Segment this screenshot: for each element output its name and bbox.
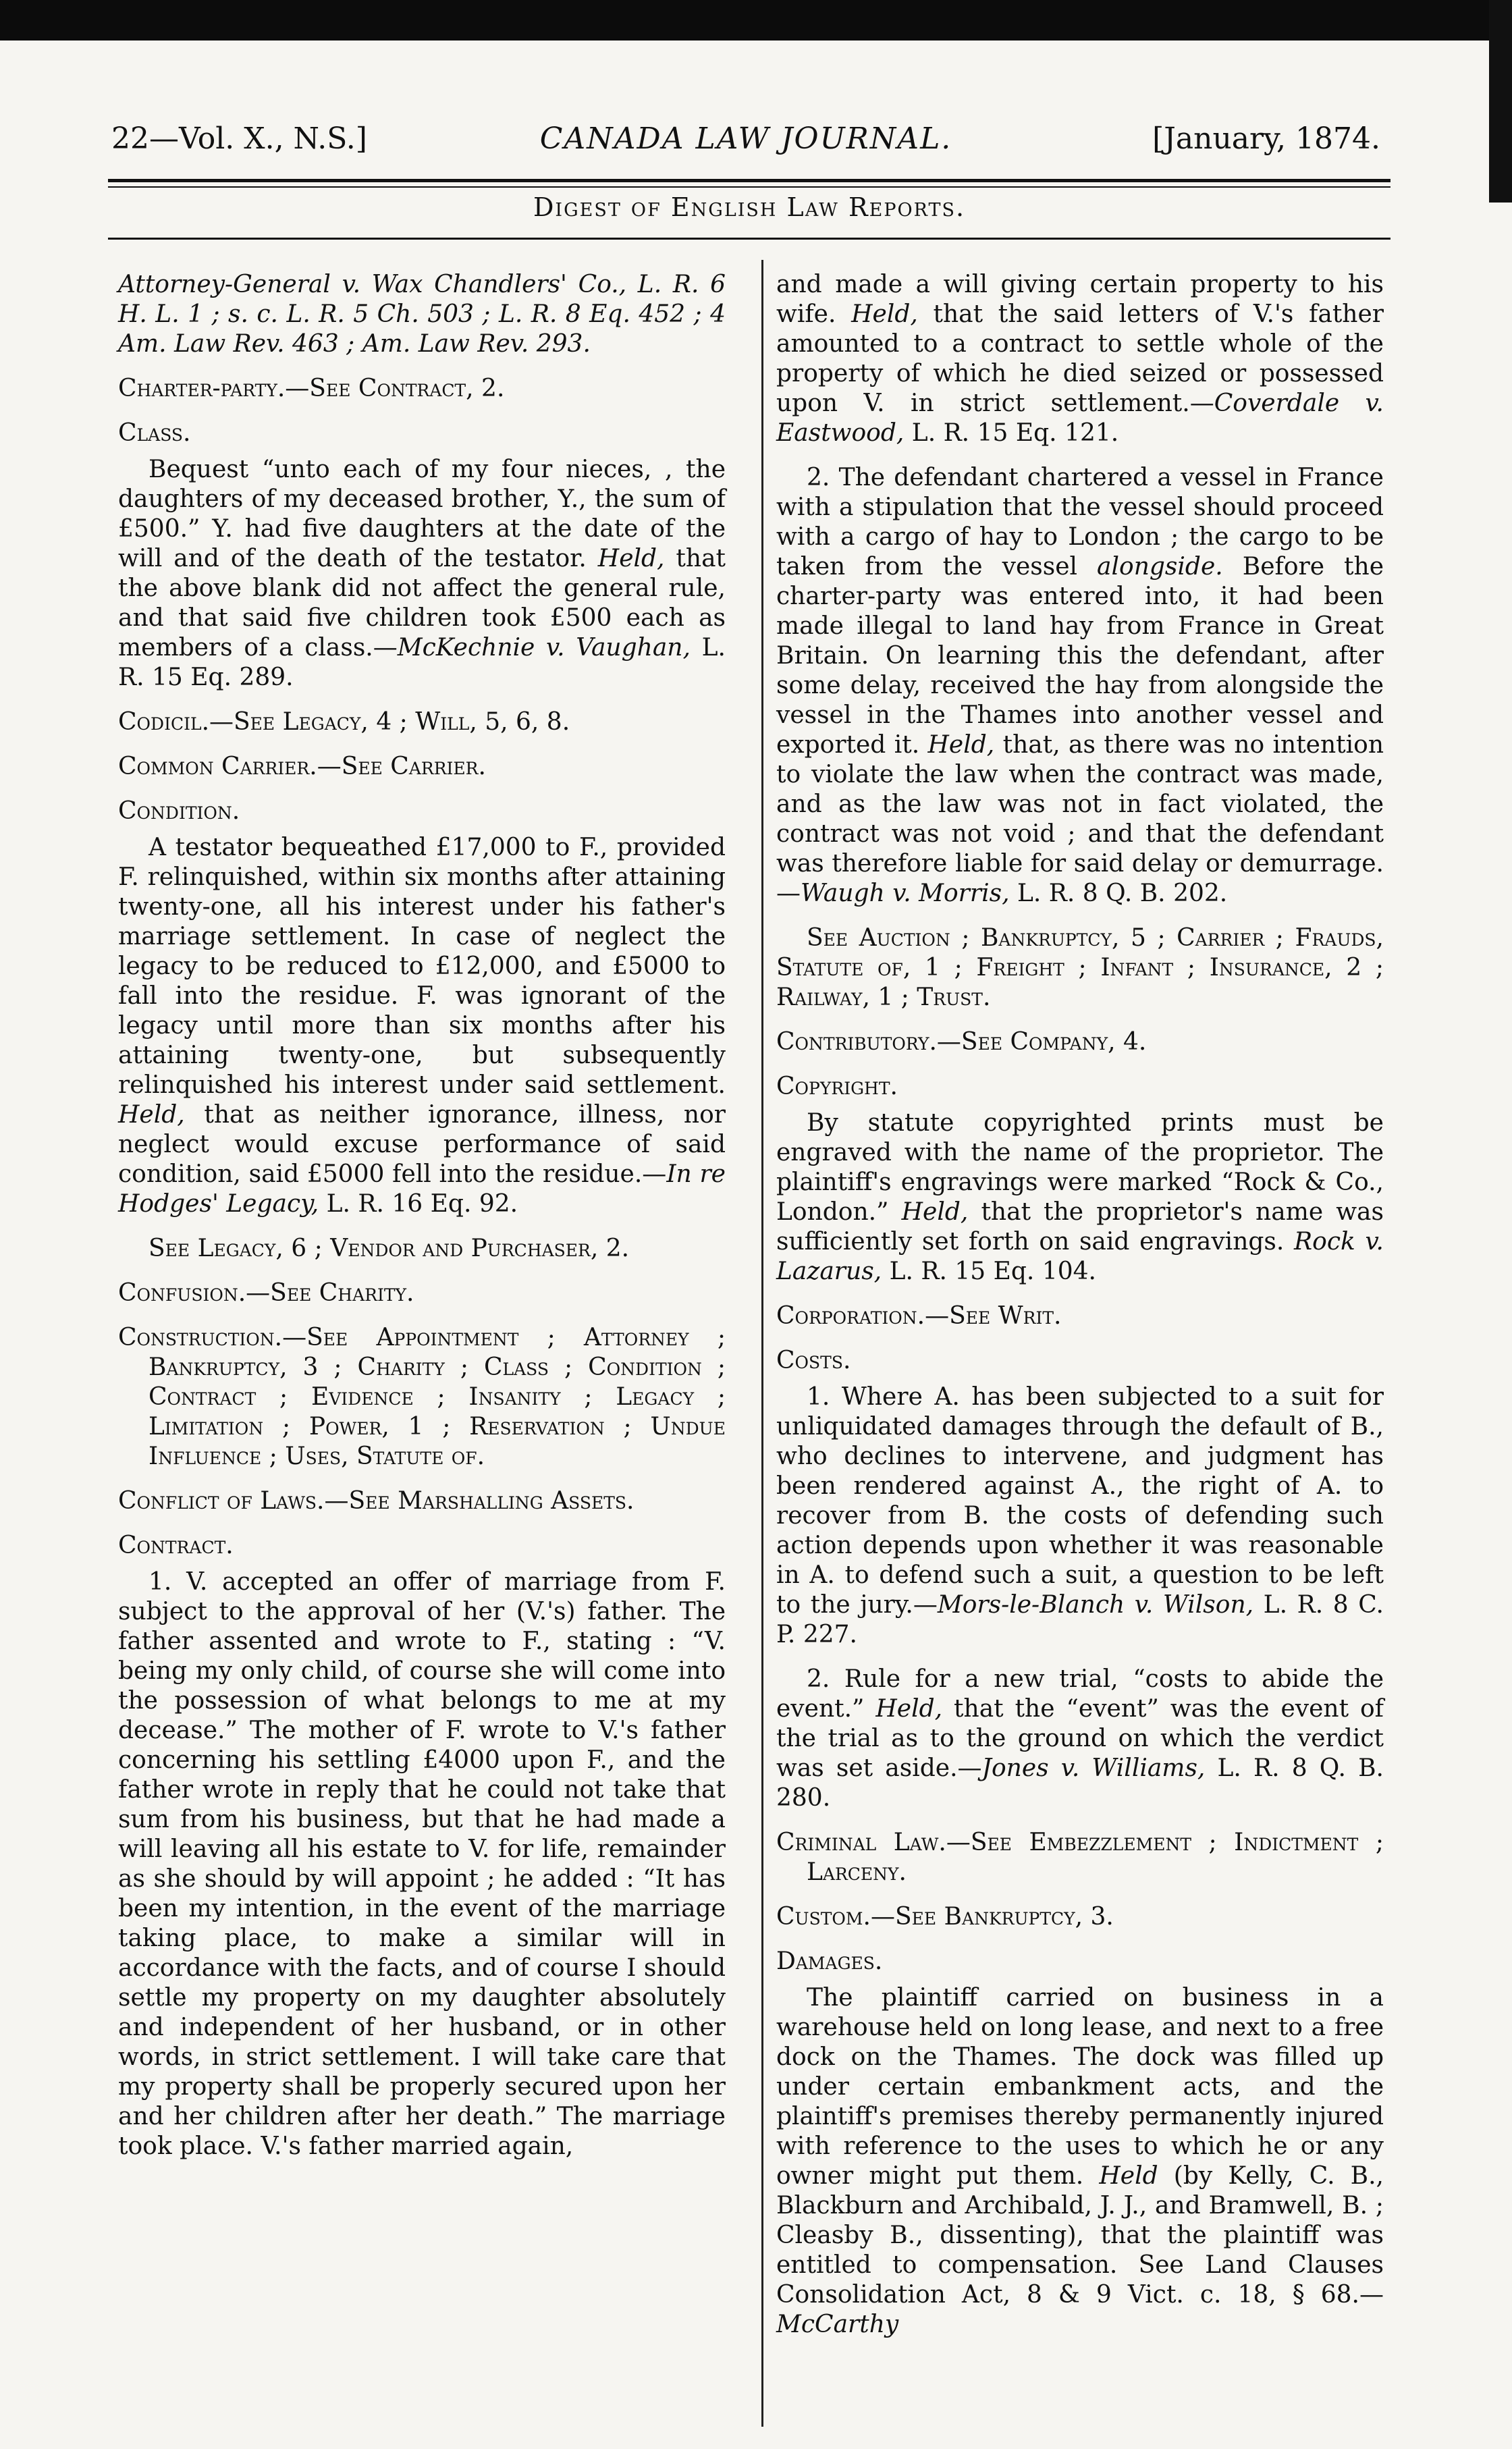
citation-attorney-general: Attorney-General v. Wax Chandlers' Co., L. R. 6 H. L. 1 ; s. c. L. R. 5 Ch. 503 ; L. R. 8 Eq. 452 ; 4 Am. Law Rev. 463 ; Am. Law Rev. 293. [118,271,726,358]
column-divider [761,260,763,2427]
entry-contract-see-also: See Auction ; Bankruptcy, 5 ; Carrier ; Frauds, Statute of, 1 ; Freight ; Infant ; Insurance, 2 ; Railway, 1 ; Trust. [776,924,1384,1011]
entry-contract-1-continued: and made a will giving certain property to his wife. Held, that the said letters of V.'s father amounted to a contract to settle whole of the property of which he died seized or possessed upon V. in strict settlement.—Coverdale v. Eastwood, L. R. 15 Eq. 121. [776,271,1384,447]
running-header [111,101,1380,162]
heading-condition: Condition. [118,797,240,825]
entry-class-text: Bequest “unto each of my four nieces, , the daughters of my deceased brother, Y., the sum of £500.” Y. had five daughters at the date of the will and of the death of the testator. Held, that the above blank did not affect the general rule, and that said five children took £500 each as members of a class.—McKechnie v. Vaughan, L. R. 15 Eq. 289. [118,456,726,691]
entry-condition-text: A testator bequeathed £17,000 to F., provided F. relinquished, within six months after attaining twenty-one, all his interest under his father's marriage settlement. In case of neglect the legacy to be reduced to £12,000, and £5000 to fall into the residue. F. was ignorant of the legacy until more than six months after his attaining twenty-one, but subsequently relinquished his interest under said settlement. Held, that as neither ignorance, illness, nor neglect would excuse performance of said condition, said £5000 fell into the residue.—In re Hodges' Legacy, L. R. 16 Eq. 92. [118,834,726,1218]
entry-common-carrier: Common Carrier.—See Carrier. [118,753,486,780]
entry-copyright-text: By statute copyrighted prints must be engraved with the name of the proprietor. The plaintiff's engravings were marked “Rock & Co., London.” Held, that the proprietor's name was sufficiently set forth on said engravings. Rock v. Lazarus, L. R. 15 Eq. 104. [776,1109,1384,1285]
entry-corporation: Corporation.—See Writ. [776,1302,1062,1330]
heading-costs: Costs. [776,1347,851,1374]
entry-custom: Custom.—See Bankruptcy, 3. [776,1903,1114,1931]
entry-contract-1: 1. V. accepted an offer of marriage from F. subject to the approval of her (V.'s) father. The father assented and wrote to F., stating : “V. being my only child, of course she will come into the possession of what belongs to me at my decease.” The mother of F. wrote to V.'s father concerning his settling £4000 upon F., and the father wrote in reply that he could not take that sum from his business, but that he had made a will leaving all his estate to V. for life, remainder as she should by will appoint ; he added : “It has been my intention, in the event of the marriage taking place, to make a similar will in accordance with the facts, and of course I should settle my property on my daughter absolutely and independent of her husband, or in other words, in strict settlement. I will take care that my property shall be properly secured upon her and her children after her death.” The marriage took place. V.'s father married again, [118,1568,726,2160]
header-rule-thick [108,179,1390,182]
entry-contributory: Contributory.—See Company, 4. [776,1028,1147,1056]
scan-right-edge [1489,0,1512,203]
heading-damages: Damages. [776,1947,883,1975]
heading-class: Class. [118,419,191,447]
entry-codicil: Codicil.—See Legacy, 4 ; Will, 5, 6, 8. [118,708,570,736]
scan-top-border [0,0,1512,41]
entry-costs-1: 1. Where A. has been subjected to a suit for unliquidated damages through the default of B., who declines to intervene, and judgment has been rendered against A., the right of A. to recover from B. the costs of defending such action depends upon whether it was reasonable in A. to defend such a suit, a question to be left to the jury.—Mors-le-Blanch v. Wilson, L. R. 8 C. P. 227. [776,1383,1384,1648]
section-title: Digest of English Law Reports. [533,192,966,222]
heading-copyright: Copyright. [776,1073,898,1100]
volume-label: 22—Vol. X., N.S.] [111,122,367,156]
entry-damages-text: The plaintiff carried on business in a warehouse held on long lease, and next to a free dock on the Thames. The dock was filled up under certain embankment acts, and the plaintiff's premises thereby permanently injured with reference to the uses to which he or any owner might put them. Held (by Kelly, C. B., Blackburn and Archibald, J. J., and Bramwell, B. ; Cleasby B., dissenting), that the plaintiff was entitled to compensation. See Land Clauses Consolidation Act, 8 & 9 Vict. c. 18, § 68.—McCarthy [776,1984,1384,2338]
issue-date: [January, 1874. [1152,122,1380,156]
journal-title: CANADA LAW JOURNAL. [539,122,952,156]
entry-condition-see-also: See Legacy, 6 ; Vendor and Purchaser, 2. [148,1235,630,1262]
entry-confusion: Confusion.—See Charity. [118,1279,414,1307]
entry-contract-2: 2. The defendant chartered a vessel in France with a stipulation that the vessel should proceed with a cargo of hay to London ; the cargo to be taken from the vessel alongside. Before the charter-party was entered into, it had been made illegal to land hay from France in Great Britain. On learning this the defendant, after some delay, received the hay from alongside the vessel in the Thames into another vessel and exported it. Held, that, as there was no intention to violate the law when the contract was made, and as the law was not in fact violated, the contract was not void ; and that the defendant was therefore liable for said delay or demurrage.—Waugh v. Morris, L. R. 8 Q. B. 202. [776,464,1384,907]
header-rule-thin [108,186,1390,188]
entry-charter-party: Charter-party.—See Contract, 2. [118,375,505,402]
entry-criminal-law: Criminal Law.—See Embezzlement ; Indictment ; Larceny. [776,1829,1384,1886]
section-rule [108,238,1390,240]
right-column [776,270,1384,2354]
entry-conflict-of-laws: Conflict of Laws.—See Marshalling Assets. [118,1487,634,1515]
entry-costs-2: 2. Rule for a new trial, “costs to abide the event.” Held, that the “event” was the event of the trial as to the ground on which the verdict was set aside.—Jones v. Williams, L. R. 8 Q. B. 280. [776,1665,1384,1812]
left-column [118,270,726,2176]
heading-contract: Contract. [118,1532,234,1559]
entry-construction: Construction.—See Appointment ; Attorney ; Bankruptcy, 3 ; Charity ; Class ; Condition ; Contract ; Evidence ; Insanity ; Legacy ; Limitation ; Power, 1 ; Reservation ; Undue Influence ; Uses, Statute of. [118,1324,726,1470]
